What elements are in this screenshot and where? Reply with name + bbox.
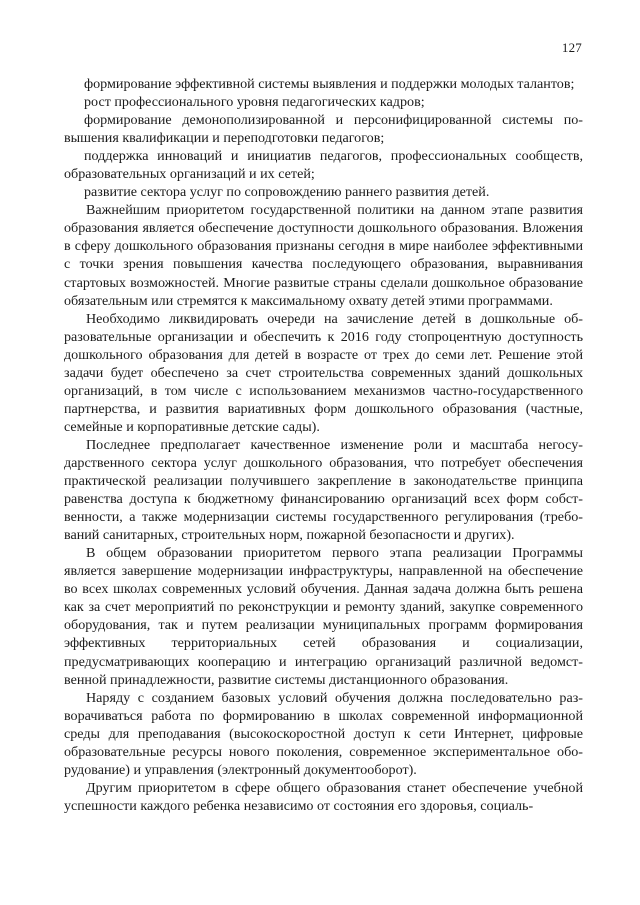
paragraph: Наряду с созданием базовых условий обучения должна последовательно разворачиваться работа по формированию в школах современной информационной среды для преподавания (высокоскоростной доступ к сети Интернет, цифровые образовательные ресурсы нового поколения, современное экспериментальное оборудование) и управления (электронный документооборот). bbox=[64, 689, 583, 778]
list-item: поддержка инноваций и инициатив педагогов, профессиональных сообществ, образовательных организаций и их сетей; bbox=[64, 148, 583, 183]
page-number: 127 bbox=[561, 40, 582, 55]
paragraph: Последнее предполагает качественное изменение роли и масштаба негосударственного сектора услуг дошкольного образования, что потребует обеспечения практической реализации получившего закрепление в законодательстве принципа равенства доступа к бюджетному финансированию организаций всех форм собственности, а также модернизации системы государственного регулирования (требований санитарных, строительных норм, пожарной безопасности и других). bbox=[64, 436, 583, 544]
paragraph: Важнейшим приоритетом государственной политики на данном этапе развития образования является обеспечение доступности дошкольного образования. Вложения в сферу дошкольного образования признаны сегодня в мире наиболее эффективными с точки зрения повышения качества последующего образования, выравнивания стартовых возможностей. Многие развитые страны сделали дошкольное образование обязательным или стремятся к максимальному охвату детей этими программами. bbox=[64, 202, 583, 309]
list-item: рост профессионального уровня педагогических кадров; bbox=[84, 94, 425, 111]
list-item: формирование демонополизированной и персонифицированной системы повышения квалификации и переподготовки педагогов; bbox=[64, 112, 583, 147]
paragraph: Необходимо ликвидировать очереди на зачисление детей в дошкольные образовательные организации и обеспечить к 2016 году стопроцентную доступность дошкольного образования для детей в возрасте от трех до семи лет. Решение этой задачи будет обеспечено за счет строительства современных зданий дошкольных организаций, в том числе с использованием механизмов частно-государственного партнерства, и развития вариативных форм дошкольного образования (частные, семейные и корпоративные детские сады). bbox=[64, 310, 583, 435]
paragraph: В общем образовании приоритетом первого этапа реализации Программы является завершение модернизации инфраструктуры, направленной на обеспечение во всех школах современных условий обучения. Данная задача должна быть решена как за счет мероприятий по реконструкции и ремонту зданий, закупке современного оборудования, так и путем реализации муниципальных программ формирования эффективных территориальных сетей образования и социализации, предусматривающих кооперацию и интеграцию организаций различной ведомственной принадлежности, развитие системы дистанционного образования. bbox=[64, 545, 583, 688]
paragraph: Другим приоритетом в сфере общего образования станет обеспечение учебной успешности каждого ребенка независимо от состояния его здоровья, социаль- bbox=[64, 779, 583, 814]
document-body bbox=[64, 75, 583, 815]
list-item: развитие сектора услуг по сопровождению раннего развития детей. bbox=[84, 184, 490, 201]
list-item: формирование эффективной системы выявления и поддержки молодых талантов; bbox=[84, 76, 575, 92]
